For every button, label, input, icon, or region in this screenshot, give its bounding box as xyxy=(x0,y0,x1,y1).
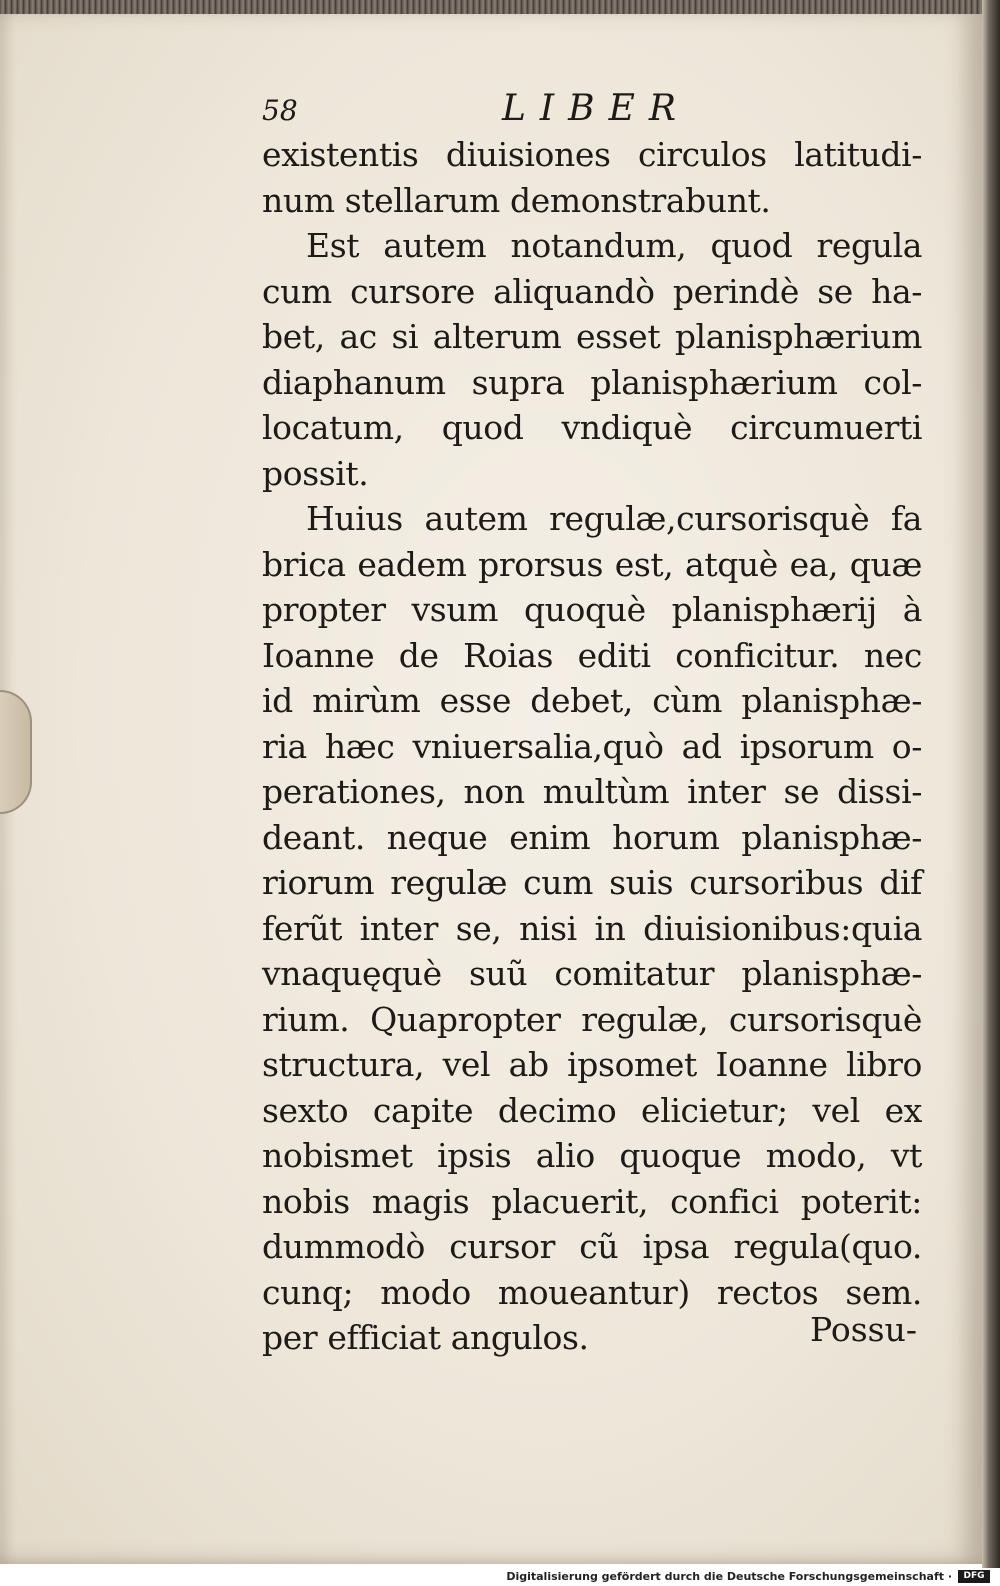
text-line: nobis magis placuerit, confici poterit: xyxy=(262,1181,922,1221)
text-line: cunq; modo moueantur) rectos sem. xyxy=(262,1272,922,1312)
book-clasp xyxy=(0,690,32,814)
text-line: Ioanne de Roias editi conficitur. nec xyxy=(262,635,922,675)
text-line: locatum, quod vndiquè circumuerti xyxy=(262,408,922,447)
text-line: Est autem notandum, quod regula xyxy=(306,226,922,265)
text-line: sexto capite decimo elicietur; vel ex xyxy=(262,1090,922,1130)
text-line: deant. neque enim horum planisphæ- xyxy=(262,817,922,857)
text-line: dummodò cursor cũ ipsa regula(quo. xyxy=(262,1227,922,1266)
page-header xyxy=(262,88,922,132)
text-line: diaphanum supra planisphærium col- xyxy=(262,362,922,402)
text-line: possit. xyxy=(262,453,369,493)
text-line: num stellarum demonstrabunt. xyxy=(262,180,771,220)
book-top-edge xyxy=(0,0,1000,14)
running-title: LIBER xyxy=(502,88,690,129)
text-line: vnaquęquè suũ comitatur planisphæ- xyxy=(262,954,922,993)
text-line: brica eadem prorsus est, atquè ea, quæ xyxy=(262,544,922,584)
text-line: ferũt inter se, nisi in diuisionibus:quia xyxy=(262,908,922,948)
text-line: riorum regulæ cum suis cursoribus dif xyxy=(262,863,922,902)
text-line: per efficiat angulos. xyxy=(262,1318,589,1357)
text-line: nobismet ipsis alio quoque modo, vt xyxy=(262,1136,922,1175)
text-line: ria hæc vniuersalia,quò ad ipsorum o- xyxy=(262,726,922,766)
text-line: structura, vel ab ipsomet Ioanne libro xyxy=(262,1045,922,1084)
text-line: perationes, non multùm inter se dissi- xyxy=(262,772,922,811)
text-line: id mirùm esse debet, cùm planisphæ- xyxy=(262,681,922,720)
dfg-logo: DFG xyxy=(958,1570,990,1583)
text-line: bet, ac si alterum esset planisphærium xyxy=(262,317,922,356)
book-right-edge xyxy=(982,0,1000,1568)
text-line: propter vsum quoquè planisphærij à xyxy=(262,590,922,629)
text-line: existentis diuisiones circulos latitudi- xyxy=(262,135,922,174)
catchword: Possu- xyxy=(810,1310,918,1349)
body-text xyxy=(262,132,922,1361)
digitization-credit: Digitalisierung gefördert durch die Deutsche Forschungsgemeinschaft · xyxy=(506,1570,952,1583)
folio-number: 58 xyxy=(262,94,298,127)
text-line: Huius autem regulæ,cursorisquè fa xyxy=(306,499,922,538)
text-line: rium. Quapropter regulæ, cursorisquè xyxy=(262,999,922,1039)
text-line: cum cursore aliquandò perindè se ha- xyxy=(262,271,922,311)
